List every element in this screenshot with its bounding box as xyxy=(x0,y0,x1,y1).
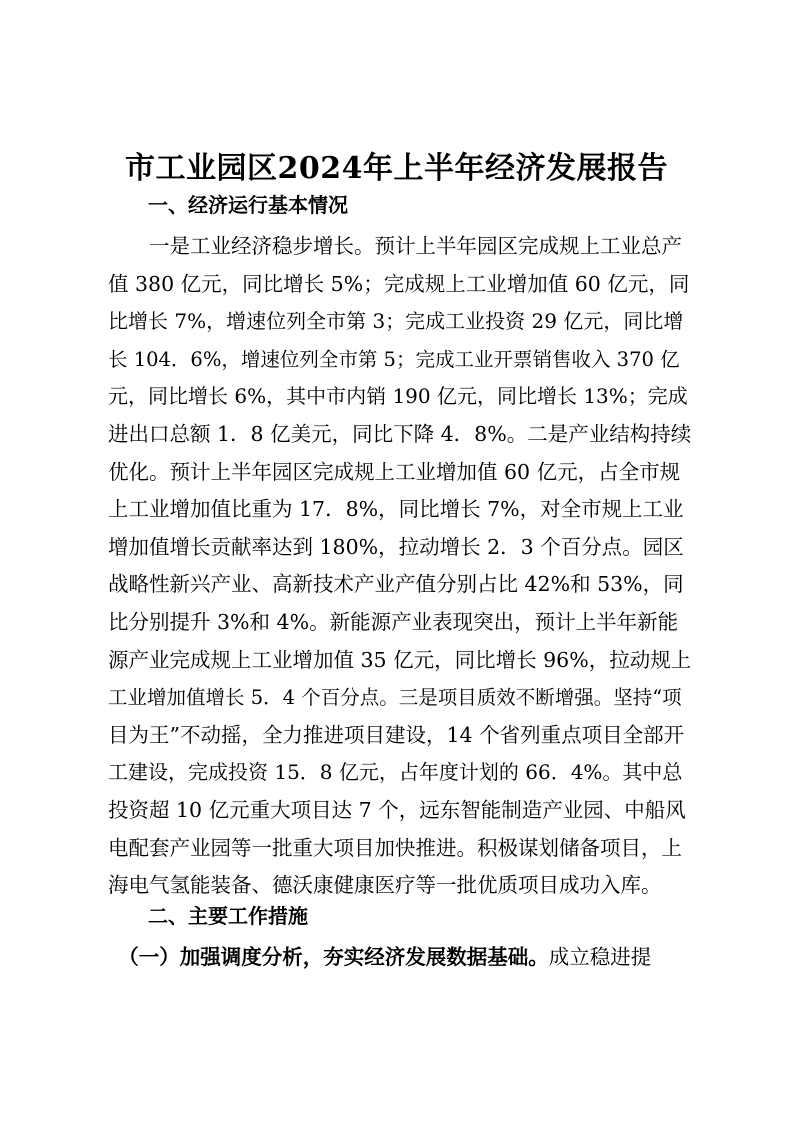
paragraph-line: 元，同比增长 6%，其中市内销 190 亿元，同比增长 13%；完成 xyxy=(108,384,688,409)
paragraph-line: 投资超 10 亿元重大项目达 7 个，远东智能制造产业园、中船风 xyxy=(108,797,686,822)
paragraph-line: 比分别提升 3%和 4%。新能源产业表现突出，预计上半年新能 xyxy=(108,609,679,634)
subsection-lead: （一）加强调度分析，夯实经济发展数据基础。 xyxy=(128,945,549,969)
paragraph-text: 成立稳进提 xyxy=(548,945,652,969)
paragraph-line: 海电气氢能装备、德沃康健康医疗等一批优质项目成功入库。 xyxy=(108,873,662,898)
section-body-work-measures xyxy=(108,938,693,976)
paragraph-line: 一是工业经济稳步增长。预计上半年园区完成规上工业总产 xyxy=(108,234,682,258)
paragraph-line: 长 104．6%，增速位列全市第 5；完成工业开票销售收入 370 亿 xyxy=(108,347,680,371)
paragraph-line: 目为王”不动摇，全力推进项目建设，14 个省列重点项目全部开 xyxy=(108,722,685,747)
paragraph-line: 增加值增长贡献率达到 180%，拉动增长 2．3 个百分点。园区 xyxy=(108,534,684,559)
section-heading-work-measures: 二、主要工作措施 xyxy=(148,904,308,928)
paragraph-line: 电配套产业园等一批重大项目加快推进。积极谋划储备项目，上 xyxy=(108,835,682,860)
paragraph-line: 上工业增加值比重为 17．8%，同比增长 7%，对全市规上工业 xyxy=(108,497,684,522)
paragraph-line: 源产业完成规上工业增加值 35 亿元，同比增长 96%，拉动规上 xyxy=(108,647,692,672)
document-title: 市工业园区2024年上半年经济发展报告 xyxy=(125,151,668,186)
paragraph-line: 值 380 亿元，同比增长 5%；完成规上工业增加值 60 亿元，同 xyxy=(108,271,690,296)
section-body-economic-overview xyxy=(108,228,693,905)
paragraph-line: 工业增加值增长 5．4 个百分点。三是项目质效不断增强。坚持“项 xyxy=(108,686,682,710)
paragraph-line: 战略性新兴产业、高新技术产业产值分别占比 42%和 53%，同 xyxy=(108,572,684,597)
paragraph-line: 进出口总额 1．8 亿美元，同比下降 4．8%。二是产业结构持续 xyxy=(108,421,692,446)
paragraph-line: 工建设，完成投资 15．8 亿元，占年度计划的 66．4%。其中总 xyxy=(108,760,683,785)
paragraph-line: 优化。预计上半年园区完成规上工业增加值 60 亿元，占全市规 xyxy=(108,459,681,484)
paragraph-line: 比增长 7%，增速位列全市第 3；完成工业投资 29 亿元，同比增 xyxy=(108,309,684,334)
section-heading-economic-overview: 一、经济运行基本情况 xyxy=(148,193,348,217)
indent xyxy=(108,945,129,969)
